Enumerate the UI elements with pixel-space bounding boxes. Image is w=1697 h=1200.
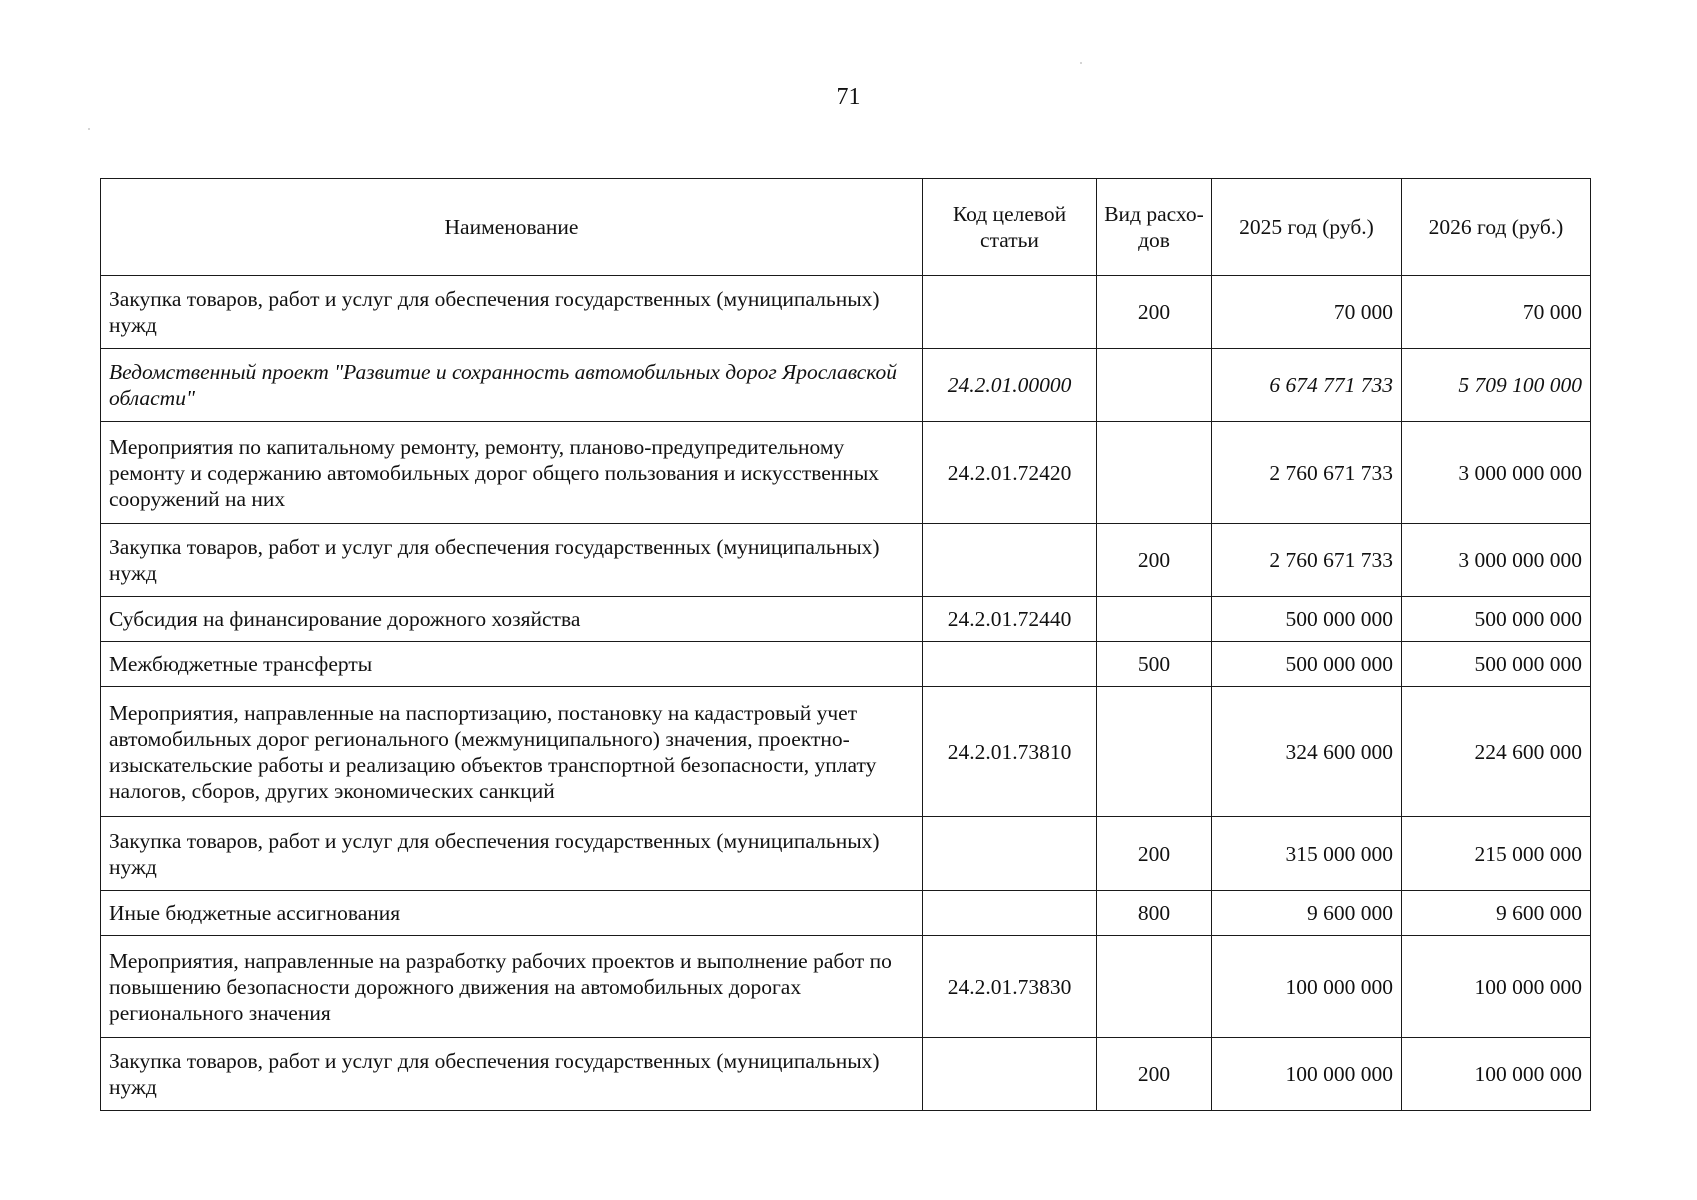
row-value-2026: 100 000 000 <box>1402 936 1591 1038</box>
row-kind <box>1097 422 1212 524</box>
row-kind: 200 <box>1097 817 1212 891</box>
table-row <box>101 422 1591 524</box>
table-row <box>101 349 1591 422</box>
table-body <box>101 276 1591 1111</box>
row-name: Субсидия на финансирование дорожного хозяйства <box>101 597 923 642</box>
row-kind <box>1097 349 1212 422</box>
row-value-2026: 9 600 000 <box>1402 891 1591 936</box>
header-year-2026: 2026 год (руб.) <box>1402 179 1591 276</box>
row-value-2025: 324 600 000 <box>1212 687 1402 817</box>
budget-table <box>100 178 1591 1111</box>
row-name: Иные бюджетные ассигнования <box>101 891 923 936</box>
row-name: Закупка товаров, работ и услуг для обеспечения государственных (муниципальных) нужд <box>101 524 923 597</box>
row-value-2026: 70 000 <box>1402 276 1591 349</box>
row-code <box>923 891 1097 936</box>
row-code: 24.2.01.72420 <box>923 422 1097 524</box>
header-name: Наименование <box>101 179 923 276</box>
header-row <box>101 179 1591 276</box>
row-value-2025: 2 760 671 733 <box>1212 422 1402 524</box>
row-value-2026: 500 000 000 <box>1402 642 1591 687</box>
row-kind: 200 <box>1097 524 1212 597</box>
scan-speck <box>88 128 90 130</box>
scan-speck <box>1080 62 1082 64</box>
table-row <box>101 642 1591 687</box>
row-code: 24.2.01.73810 <box>923 687 1097 817</box>
row-value-2025: 9 600 000 <box>1212 891 1402 936</box>
row-name: Мероприятия, направленные на разработку рабочих проектов и выполнение работ по повышению безопасности дорожного движения на автомобильных дорогах регионального значения <box>101 936 923 1038</box>
row-kind <box>1097 687 1212 817</box>
row-value-2026: 215 000 000 <box>1402 817 1591 891</box>
table-header <box>101 179 1591 276</box>
row-value-2025: 500 000 000 <box>1212 642 1402 687</box>
row-value-2025: 70 000 <box>1212 276 1402 349</box>
row-name: Закупка товаров, работ и услуг для обеспечения государственных (муниципальных) нужд <box>101 276 923 349</box>
row-name: Закупка товаров, работ и услуг для обеспечения государственных (муниципальных) нужд <box>101 1038 923 1111</box>
table-row <box>101 276 1591 349</box>
page-number: 71 <box>836 84 861 110</box>
row-code <box>923 642 1097 687</box>
row-kind: 500 <box>1097 642 1212 687</box>
row-code <box>923 817 1097 891</box>
row-name: Межбюджетные трансферты <box>101 642 923 687</box>
table-row <box>101 597 1591 642</box>
row-name: Мероприятия по капитальному ремонту, ремонту, планово-предупредительному ремонту и содержанию автомобильных дорог общего пользования и искусственных сооружений на них <box>101 422 923 524</box>
row-value-2025: 100 000 000 <box>1212 1038 1402 1111</box>
row-name: Ведомственный проект "Развитие и сохранность автомобильных дорог Ярославской области" <box>101 349 923 422</box>
row-value-2026: 500 000 000 <box>1402 597 1591 642</box>
row-code: 24.2.01.72440 <box>923 597 1097 642</box>
row-code: 24.2.01.73830 <box>923 936 1097 1038</box>
row-value-2025: 6 674 771 733 <box>1212 349 1402 422</box>
row-value-2025: 2 760 671 733 <box>1212 524 1402 597</box>
row-code <box>923 524 1097 597</box>
row-value-2026: 224 600 000 <box>1402 687 1591 817</box>
row-name: Закупка товаров, работ и услуг для обеспечения государственных (муниципальных) нужд <box>101 817 923 891</box>
row-code <box>923 276 1097 349</box>
row-kind: 200 <box>1097 276 1212 349</box>
row-value-2026: 3 000 000 000 <box>1402 422 1591 524</box>
header-kind: Вид расхо-дов <box>1097 179 1212 276</box>
row-value-2026: 100 000 000 <box>1402 1038 1591 1111</box>
row-value-2026: 3 000 000 000 <box>1402 524 1591 597</box>
row-value-2026: 5 709 100 000 <box>1402 349 1591 422</box>
header-code: Код целевой статьи <box>923 179 1097 276</box>
header-year-2025: 2025 год (руб.) <box>1212 179 1402 276</box>
row-code: 24.2.01.00000 <box>923 349 1097 422</box>
row-kind <box>1097 936 1212 1038</box>
row-kind: 200 <box>1097 1038 1212 1111</box>
row-code <box>923 1038 1097 1111</box>
table-row <box>101 817 1591 891</box>
row-value-2025: 500 000 000 <box>1212 597 1402 642</box>
row-kind <box>1097 597 1212 642</box>
table-row <box>101 524 1591 597</box>
row-kind: 800 <box>1097 891 1212 936</box>
table-row <box>101 1038 1591 1111</box>
table-row <box>101 936 1591 1038</box>
table-row <box>101 891 1591 936</box>
table-row <box>101 687 1591 817</box>
row-value-2025: 315 000 000 <box>1212 817 1402 891</box>
row-value-2025: 100 000 000 <box>1212 936 1402 1038</box>
row-name: Мероприятия, направленные на паспортизацию, постановку на кадастровый учет автомобильных дорог регионального (межмуниципального) значения, проектно-изыскательские работы и реализацию объектов транспортной безопасности, уплату налогов, сборов, других экономических санкций <box>101 687 923 817</box>
